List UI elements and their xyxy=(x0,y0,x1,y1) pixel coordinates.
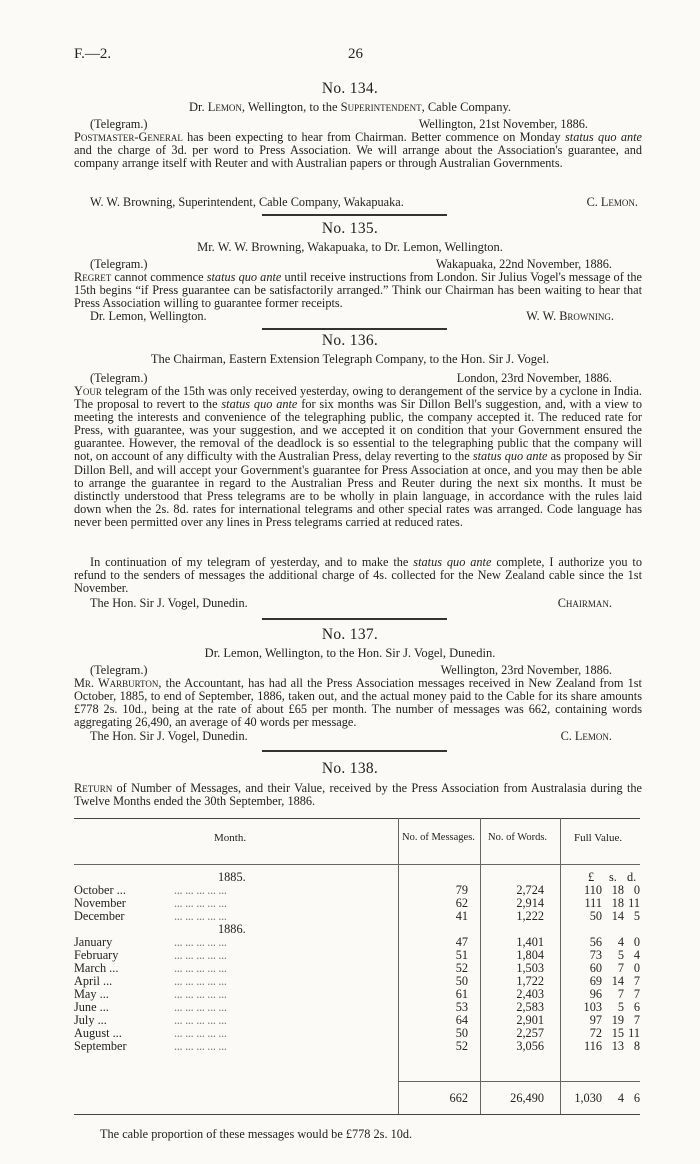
m136-subtitle: The Chairman, Eastern Extension Telegraph Company, to the Hon. Sir J. Vogel. xyxy=(150,352,550,366)
row-pounds: 72 xyxy=(589,1026,602,1040)
row-shillings: 19 xyxy=(611,1013,624,1027)
row-words: 3,056 xyxy=(516,1039,544,1053)
row-leader-dots: ... ... ... ... ... xyxy=(174,935,227,949)
row-pence: 0 xyxy=(633,883,640,897)
row-leader-dots: ... ... ... ... ... xyxy=(174,1000,227,1014)
row-pence: 7 xyxy=(633,987,640,1001)
m136-signature-line: The Hon. Sir J. Vogel, Dunedin. Chairman. xyxy=(90,596,612,610)
m136-title: No. 136. xyxy=(321,332,379,349)
col-header-words: No. of Words. xyxy=(488,832,548,843)
row-words: 2,257 xyxy=(516,1026,544,1040)
m137-telegram-line: (Telegram.) Wellington, 23rd November, 1886. xyxy=(90,663,612,677)
row-words: 2,914 xyxy=(516,896,544,910)
year-1885: 1885. xyxy=(218,870,246,884)
row-pounds: 111 xyxy=(584,896,602,910)
row-shillings: 14 xyxy=(611,909,624,923)
row-shillings: 15 xyxy=(611,1026,624,1040)
row-words: 2,583 xyxy=(516,1000,544,1014)
m134-body: Postmaster-General has been expecting to hear from Chairman. Better commence on Monday status quo ante and the charge of 3d. per word to Press Association. We will arrange about the Association's guarantee, and company arrange itself with Reuter and with Australian papers or through Australian Governments. xyxy=(74,130,642,171)
row-pounds: 103 xyxy=(583,1000,602,1014)
row-pounds: 97 xyxy=(589,1013,602,1027)
row-words: 2,901 xyxy=(516,1013,544,1027)
total-messages: 662 xyxy=(449,1091,468,1105)
row-pounds: 56 xyxy=(589,935,602,949)
m134-subtitle: Dr. Lemon, Wellington, to the Superintendent, Cable Company. xyxy=(188,100,512,114)
row-pence: 0 xyxy=(633,961,640,975)
row-messages: 61 xyxy=(455,987,468,1001)
row-pounds: 69 xyxy=(589,974,602,988)
row-messages: 50 xyxy=(455,1026,468,1040)
row-leader-dots: ... ... ... ... ... xyxy=(174,1013,227,1027)
m134-title: No. 134. xyxy=(321,80,379,97)
row-month: June ... xyxy=(74,1000,109,1014)
row-shillings: 5 xyxy=(617,948,624,962)
row-month: November xyxy=(74,896,126,910)
row-words: 1,401 xyxy=(516,935,544,949)
row-messages: 52 xyxy=(455,1039,468,1053)
row-pounds: 96 xyxy=(589,987,602,1001)
m134-signature-line: W. W. Browning, Superintendent, Cable Company, Wakapuaka. C. Lemon. xyxy=(90,195,638,209)
row-pence: 4 xyxy=(633,948,640,962)
row-leader-dots: ... ... ... ... ... xyxy=(174,987,227,1001)
m136-body-para2: In continuation of my telegram of yesterday, and to make the status quo ante complete, I authorize you to refund to the senders of messages the additional charge of 4s. collected for the New Zealand cable since the 1st November. xyxy=(74,555,642,596)
section-rule xyxy=(262,214,447,216)
row-pence: 8 xyxy=(633,1039,640,1053)
table-top-rule xyxy=(74,818,640,819)
m137-subtitle: Dr. Lemon, Wellington, to the Hon. Sir J. Vogel, Dunedin. xyxy=(204,646,496,660)
row-pounds: 116 xyxy=(584,1039,602,1053)
row-messages: 51 xyxy=(455,948,468,962)
row-leader-dots: ... ... ... ... ... xyxy=(174,896,227,910)
row-pence: 11 xyxy=(628,896,640,910)
section-rule xyxy=(262,618,447,620)
row-leader-dots: ... ... ... ... ... xyxy=(174,883,227,897)
m136-body-para1: Your telegram of the 15th was only received yesterday, owing to derangement of the service by a cyclone in India. The proposal to revert to the status quo ante for six months was Sir Dillon Bell's suggestion, and, with a view to meeting the interests and convenience of the telegraphing public, the company accepted it. The reduced rate for Press, with guarantee, was your suggestion, and we accepted it on condition that your Government ensured the guarantee. However, the removal of the deadlock is so essential to the telegraphing public that the company will not, on account of any difficulty with the Australian Press, delay reverting to the status quo ante as proposed by Sir Dillon Bell, and will accept your Government's guarantee for Press Association at once, and you may then be able to arrange the guarantee in regard to the Australian Press and Reuter during the next six months. It must be distinctly understood that Press telegrams are to be wholly in plain language, in accordance with the rules laid down when the 2s. 8d. rates for international telegrams and other special rates was arranged. Code language has never been permitted over any lines in Press telegrams carried at reduced rates. xyxy=(74,384,642,529)
row-messages: 64 xyxy=(455,1013,468,1027)
row-month: March ... xyxy=(74,961,119,975)
row-shillings: 4 xyxy=(617,935,624,949)
currency-pence: d. xyxy=(627,870,637,884)
m135-body: Regret cannot commence status quo ante until receive instructions from London. Sir Julius Vogel's message of the 15th begins “if Press guarantee can be satisfactorily arranged.” Think our Chairman has been waiting to hear that Press Association willing to guarantee former receipts. xyxy=(74,270,642,311)
table-total-rule xyxy=(398,1081,640,1082)
m138-intro: Return of Number of Messages, and their Value, received by the Press Association from Australasia during the Twelve Months ended the 30th September, 1886. xyxy=(74,781,642,809)
row-month: February xyxy=(74,948,119,962)
row-month: December xyxy=(74,909,125,923)
total-pounds: 1,030 xyxy=(574,1091,602,1105)
row-leader-dots: ... ... ... ... ... xyxy=(174,1039,227,1053)
row-leader-dots: ... ... ... ... ... xyxy=(174,948,227,962)
currency-shillings: s. xyxy=(609,870,617,884)
row-shillings: 13 xyxy=(611,1039,624,1053)
m135-subtitle: Mr. W. W. Browning, Wakapuaka, to Dr. Lemon, Wellington. xyxy=(197,240,503,254)
section-rule xyxy=(262,328,447,330)
m135-telegram-line: (Telegram.) Wakapuaka, 22nd November, 1886. xyxy=(90,257,612,271)
col-header-month: Month. xyxy=(214,832,247,844)
row-messages: 41 xyxy=(455,909,468,923)
total-pence: 6 xyxy=(633,1091,640,1105)
col-header-value: Full Value. xyxy=(574,832,623,844)
page-number: 26 xyxy=(348,46,363,62)
row-pounds: 110 xyxy=(584,883,602,897)
row-messages: 50 xyxy=(455,974,468,988)
row-pence: 6 xyxy=(633,1000,640,1014)
series-label: F.—2. xyxy=(74,46,112,62)
m137-signature-line: The Hon. Sir J. Vogel, Dunedin. C. Lemon. xyxy=(90,729,612,743)
row-words: 1,722 xyxy=(516,974,544,988)
row-words: 1,222 xyxy=(516,909,544,923)
col-header-messages: No. of Messages. xyxy=(402,832,475,843)
row-messages: 53 xyxy=(455,1000,468,1014)
row-messages: 62 xyxy=(455,896,468,910)
total-words: 26,490 xyxy=(510,1091,544,1105)
year-1886: 1886. xyxy=(218,922,246,936)
row-pounds: 73 xyxy=(589,948,602,962)
row-pence: 11 xyxy=(628,1026,640,1040)
row-leader-dots: ... ... ... ... ... xyxy=(174,909,227,923)
row-leader-dots: ... ... ... ... ... xyxy=(174,961,227,975)
row-leader-dots: ... ... ... ... ... xyxy=(174,1026,227,1040)
currency-pound: £ xyxy=(588,870,595,884)
row-month: October ... xyxy=(74,883,126,897)
table-col-rule xyxy=(480,818,481,1114)
m137-body: Mr. Warburton, the Accountant, has had all the Press Association messages received in New Zealand from 1st October, 1885, to end of September, 1886, taken out, and the actual money paid to the Cable for its share amounts £778 2s. 10d., being at the rate of about £65 per month. The number of messages was 662, containing words aggregating 26,490, an average of 40 words per message. xyxy=(74,676,642,730)
row-leader-dots: ... ... ... ... ... xyxy=(174,974,227,988)
table-bottom-rule xyxy=(74,1114,640,1115)
row-words: 1,804 xyxy=(516,948,544,962)
row-shillings: 18 xyxy=(611,883,624,897)
m136-telegram-line: (Telegram.) London, 23rd November, 1886. xyxy=(90,371,612,385)
row-pence: 0 xyxy=(633,935,640,949)
row-words: 2,403 xyxy=(516,987,544,1001)
row-messages: 79 xyxy=(455,883,468,897)
m135-signature-line: Dr. Lemon, Wellington. W. W. Browning. xyxy=(90,309,614,323)
row-messages: 47 xyxy=(455,935,468,949)
m138-title: No. 138. xyxy=(321,760,379,777)
row-messages: 52 xyxy=(455,961,468,975)
row-month: January xyxy=(74,935,113,949)
m137-title: No. 137. xyxy=(321,626,379,643)
row-shillings: 14 xyxy=(611,974,624,988)
row-pence: 7 xyxy=(633,974,640,988)
row-pounds: 60 xyxy=(589,961,602,975)
row-shillings: 7 xyxy=(617,987,624,1001)
row-month: May ... xyxy=(74,987,109,1001)
row-words: 1,503 xyxy=(516,961,544,975)
table-header-rule xyxy=(74,864,640,865)
row-pounds: 50 xyxy=(589,909,602,923)
total-shillings: 4 xyxy=(617,1091,624,1105)
row-pence: 7 xyxy=(633,1013,640,1027)
row-month: August ... xyxy=(74,1026,122,1040)
row-shillings: 18 xyxy=(611,896,624,910)
section-rule xyxy=(262,750,447,752)
row-month: April ... xyxy=(74,974,113,988)
row-shillings: 7 xyxy=(617,961,624,975)
table-footnote: The cable proportion of these messages would be £778 2s. 10d. xyxy=(100,1127,413,1141)
row-month: July ... xyxy=(74,1013,107,1027)
table-col-rule xyxy=(398,818,399,1114)
row-pence: 5 xyxy=(633,909,640,923)
m134-telegram-line: (Telegram.) Wellington, 21st November, 1886. xyxy=(90,117,588,131)
m135-title: No. 135. xyxy=(321,220,379,237)
row-shillings: 5 xyxy=(617,1000,624,1014)
row-month: September xyxy=(74,1039,127,1053)
row-words: 2,724 xyxy=(516,883,544,897)
